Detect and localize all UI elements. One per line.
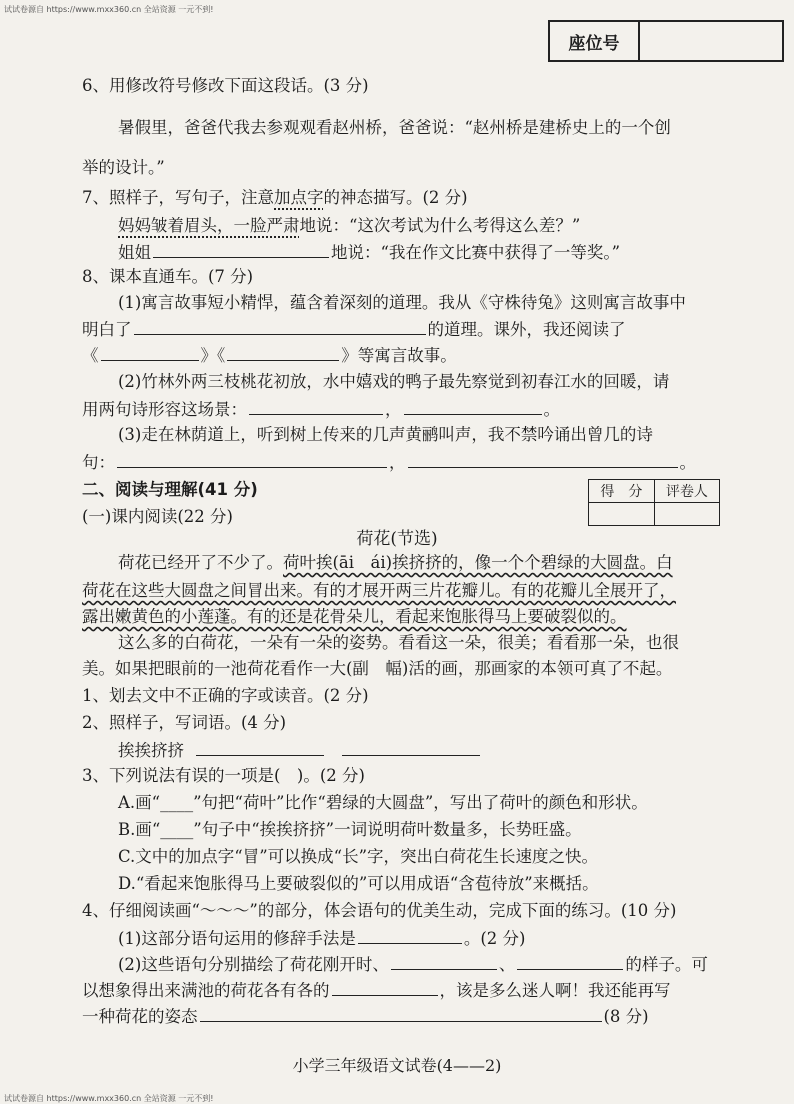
q6-passage-line-2: 举的设计。” (82, 158, 165, 177)
rq4-rhetoric-blank[interactable] (358, 927, 462, 944)
source-note-top: 试试卷源自 https://www.mxx360.cn 全站资源 一元不到! (4, 5, 214, 14)
q8-part2-line-1: (2)竹林外两三枝桃花初放，水中嬉戏的鸭子最先察觉到初春江水的回暖，请 (118, 372, 670, 391)
q8-book-blank-1[interactable] (101, 344, 199, 361)
grader-header: 评卷人 (654, 480, 719, 503)
source-note-bottom: 试试卷源自 https://www.mxx360.cn 全站资源 一元不到! (4, 1094, 214, 1103)
q8-moral-blank[interactable] (134, 318, 426, 335)
rq3-option-b[interactable]: B.画“____”句子中“挨挨挤挤”一词说明荷叶数量多，长势旺盛。 (118, 820, 582, 839)
passage-line-1: 荷花已经开了不少了。荷叶挨(āi ái)挨挤挤的，像一个个碧绿的大圆盘。白 (118, 553, 673, 572)
q8-part3-line-1: (3)走在林荫道上，听到树上传来的几声黄鹂叫声，我不禁吟诵出曾几的诗 (118, 425, 653, 444)
q7-fill-line: 姐姐 地说：“我在作文比赛中获得了一等奖。” (118, 243, 621, 262)
reading-question-2: 2、照样子，写词语。(4 分) (82, 713, 287, 732)
rq4-part2-line-3: 一种荷花的姿态 (8 分) (82, 1007, 649, 1026)
q8-part3-line-2: 句： ， 。 (82, 453, 696, 472)
passage-line-5: 美。如果把眼前的一池荷花看作一大(副 幅)活的画，那画家的本领可真了不起。 (82, 659, 673, 678)
rq3-option-d[interactable]: D.“看起来饱胀得马上要破裂似的”可以用成语“含苞待放”来概括。 (118, 874, 599, 893)
q8-poem-blank-1[interactable] (249, 398, 383, 415)
q7-example: 妈妈皱着眉头，一脸严肃地说：“这次考试为什么考得这么差？” (118, 216, 581, 235)
question-8: 8、课本直通车。(7 分) (82, 267, 254, 286)
page-footer: 小学三年级语文试卷(4——2) (292, 1056, 502, 1075)
rq2-blank-2[interactable] (342, 739, 480, 756)
grader-cell[interactable] (654, 503, 719, 526)
reading-question-1: 1、划去文中不正确的字或读音。(2 分) (82, 686, 369, 705)
q6-passage-line-1: 暑假里，爸爸代我去参观观看赵州桥，爸爸说：“赵州桥是建桥史上的一个创 (118, 118, 671, 137)
section-2-title: 二、阅读与理解(41 分) (82, 480, 258, 499)
seat-number-label: 座位号 (550, 22, 640, 60)
q8-poem-blank-4[interactable] (408, 451, 678, 468)
passage-line-4: 这么多的白荷花，一朵有一朵的姿势。看看这一朵，很美；看看那一朵，也很 (118, 633, 679, 652)
reading-question-4: 4、仔细阅读画“～～～”的部分，体会语句的优美生动，完成下面的练习。(10 分) (82, 901, 677, 920)
q8-poem-blank-2[interactable] (404, 398, 542, 415)
q8-part1-line-2: 明白了 的道理。课外，我还阅读了 (82, 320, 626, 339)
passage-line-3: 露出嫩黄色的小莲蓬。有的还是花骨朵儿，看起来饱胀得马上要破裂似的。 (82, 607, 627, 626)
rq2-answer-line: 挨挨挤挤 (118, 739, 482, 762)
score-header: 得 分 (589, 480, 655, 503)
q8-poem-blank-3[interactable] (117, 451, 387, 468)
passage-title: 荷花(节选) (356, 529, 438, 549)
rq4-blank-4[interactable] (200, 1005, 602, 1022)
rq4-blank-3[interactable] (332, 979, 438, 996)
rq2-blank-1[interactable] (196, 739, 324, 756)
rq3-option-a[interactable]: A.画“____”句把“荷叶”比作“碧绿的大圆盘”，写出了荷叶的颜色和形状。 (118, 793, 648, 812)
seat-number-field[interactable] (640, 22, 782, 60)
rq4-part1: (1)这部分语句运用的修辞手法是 。(2 分) (118, 929, 526, 948)
reading-question-3: 3、下列说法有误的一项是( )。(2 分) (82, 766, 365, 785)
seat-number-box (548, 20, 784, 62)
rq4-blank-1[interactable] (391, 953, 497, 970)
passage-line-2: 荷花在这些大圆盘之间冒出来。有的才展开两三片花瓣儿。有的花瓣儿全展开了， (82, 581, 676, 600)
q8-book-blank-2[interactable] (227, 344, 339, 361)
score-table (588, 479, 720, 526)
rq4-part2-line-1: (2)这些语句分别描绘了荷花刚开时、 、 的样子。可 (118, 955, 708, 974)
rq3-option-c[interactable]: C.文中的加点字“冒”可以换成“长”字，突出白荷花生长速度之快。 (118, 847, 599, 866)
q7-answer-blank[interactable] (153, 241, 329, 258)
rq4-blank-2[interactable] (517, 953, 623, 970)
rq4-part2-line-2: 以想象得出来满池的荷花各有各的 ，该是多么迷人啊！我还能再写 (82, 981, 671, 1000)
question-6: 6、用修改符号修改下面这段话。(3 分) (82, 76, 369, 95)
q8-part1-line-1: (1)寓言故事短小精悍，蕴含着深刻的道理。我从《守株待兔》这则寓言故事中 (118, 293, 686, 312)
subsection-1-title: (一)课内阅读(22 分) (82, 507, 233, 526)
question-7: 7、照样子，写句子，注意加点字的神态描写。(2 分) (82, 188, 468, 207)
score-cell[interactable] (589, 503, 655, 526)
q8-part2-line-2: 用两句诗形容这场景： ， 。 (82, 400, 560, 419)
q8-part1-line-3: 《 》《 》等寓言故事。 (82, 346, 457, 365)
